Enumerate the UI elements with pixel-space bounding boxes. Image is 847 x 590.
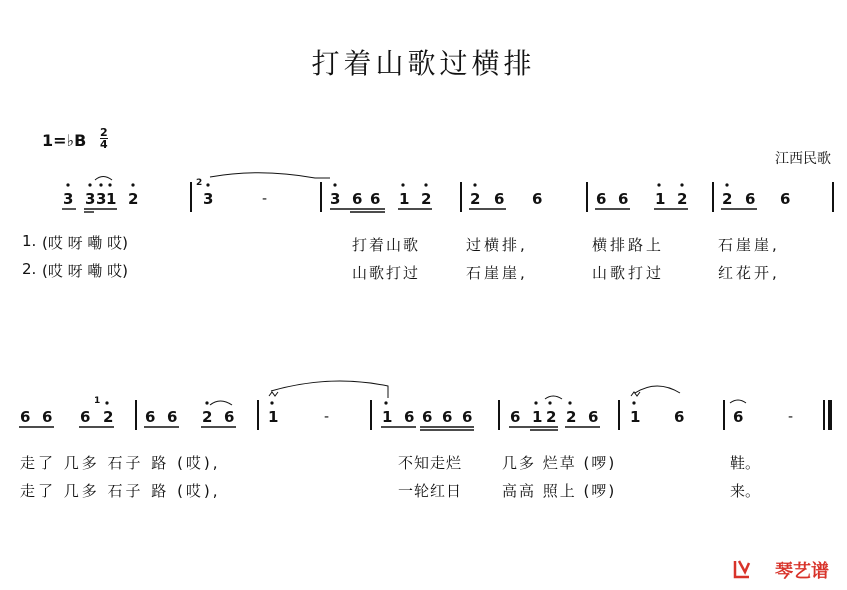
note: 2 (470, 190, 481, 208)
note: 6 (224, 408, 235, 426)
note: 6 (370, 190, 381, 208)
note: 6 (596, 190, 607, 208)
note: 6 (422, 408, 433, 426)
note: 6 (462, 408, 473, 426)
lyric-phrase: 红花开, (718, 264, 780, 282)
song-title: 打着山歌过横排 (311, 47, 536, 80)
note: 6 (145, 408, 156, 426)
note: 1 (268, 408, 279, 426)
lyric-phrase: 一轮红日 (398, 482, 463, 500)
note: 2 (103, 408, 114, 426)
note: 6 (780, 190, 791, 208)
note: 6 (733, 408, 744, 426)
note: 1 (106, 190, 117, 208)
note: 6 (510, 408, 521, 426)
lyric-phrase: 来。 (730, 482, 761, 500)
lyric-phrase: 石崖崖, (466, 264, 528, 282)
lyric-phrase: 几多 烂草 (啰) (502, 454, 617, 472)
lyric-phrase: 石崖崖, (718, 236, 780, 254)
note: 2 (128, 190, 139, 208)
grace-note: 2 (196, 178, 203, 188)
lyric-phrase: 山歌打过 (352, 264, 421, 282)
note: 3 (203, 190, 214, 208)
octave-dots (66, 183, 728, 404)
lyric-phrase: 高高 照上 (啰) (502, 482, 617, 500)
note: 3 (63, 190, 74, 208)
lyric-phrase: 山歌打过 (592, 264, 665, 282)
note: 2 (202, 408, 213, 426)
key-signature: 1=♭B (42, 131, 87, 150)
note: 6 (80, 408, 91, 426)
slurs-and-ties (95, 173, 746, 405)
lyric-intro: (哎 呀 嘞 哎) (42, 262, 129, 280)
note: 1 (532, 408, 543, 426)
note: 1 (630, 408, 641, 426)
ornament-marks (269, 392, 640, 396)
meter-top: 2 (100, 126, 108, 139)
note: 6 (404, 408, 415, 426)
note: 2 (566, 408, 577, 426)
dash: - (324, 409, 330, 425)
note: 6 (588, 408, 599, 426)
logo-text: 琴艺谱 (775, 561, 829, 582)
verse-number: 1. (22, 232, 37, 250)
meter-bottom: 4 (100, 138, 108, 151)
composer-label: 江西民歌 (775, 151, 831, 167)
lyric-phrase: 走了 几多 石子 路 (哎), (20, 454, 221, 472)
lyric-intro: (哎 呀 嘞 哎) (42, 234, 129, 252)
note: 6 (618, 190, 629, 208)
note: 1 (655, 190, 666, 208)
note: 2 (722, 190, 733, 208)
note: 3 (85, 190, 96, 208)
note: 2 (546, 408, 557, 426)
verse-number: 2. (22, 260, 37, 278)
note: 1 (382, 408, 393, 426)
grace-note: 1 (94, 396, 101, 406)
lyric-phrase: 鞋。 (730, 454, 761, 472)
note: 6 (532, 190, 543, 208)
lyric-phrase: 横排路上 (592, 236, 665, 254)
lyric-phrase: 不知走烂 (398, 454, 463, 472)
note: 2 (677, 190, 688, 208)
dash: - (262, 191, 268, 207)
note: 6 (442, 408, 453, 426)
note: 3 (96, 190, 107, 208)
dash: - (788, 409, 794, 425)
note: 6 (494, 190, 505, 208)
lyric-phrase: 打着山歌 (352, 236, 421, 254)
lyric-phrase: 走了 几多 石子 路 (哎), (20, 482, 221, 500)
note: 6 (167, 408, 178, 426)
note: 6 (674, 408, 685, 426)
logo-mark-icon (733, 558, 751, 580)
note: 6 (745, 190, 756, 208)
note: 2 (421, 190, 432, 208)
lyric-phrase: 过横排, (466, 236, 528, 254)
note: 6 (20, 408, 31, 426)
note: 3 (330, 190, 341, 208)
note: 6 (42, 408, 53, 426)
note: 6 (352, 190, 363, 208)
note: 1 (399, 190, 410, 208)
